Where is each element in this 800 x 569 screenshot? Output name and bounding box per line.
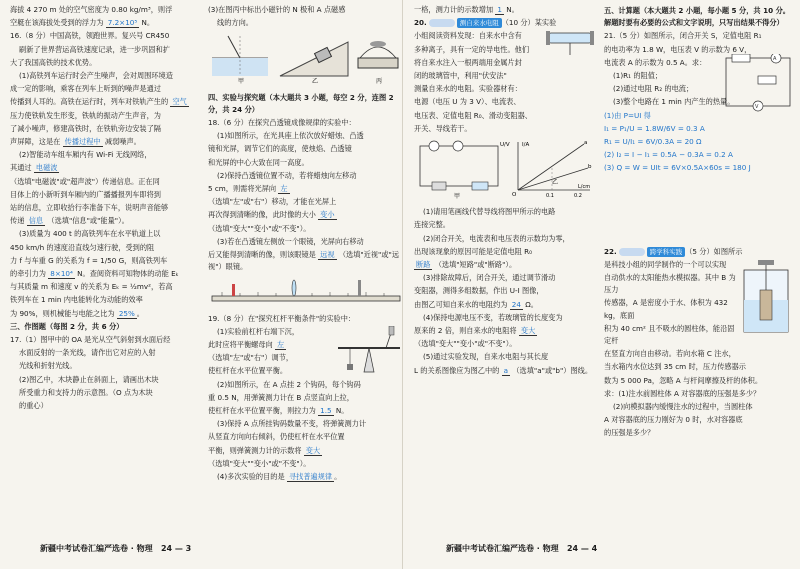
text-line: (4)多次实验的目的是	[217, 472, 285, 482]
text-line: 连接完整。	[414, 220, 450, 230]
page-number: 24 — 3	[160, 544, 192, 553]
unit: N。	[141, 18, 155, 28]
figure-jia	[212, 36, 268, 76]
text-line: (1)如图所示，在光具座上依次放好蜡烛、凸透	[217, 131, 364, 141]
text-line: 使杠杆在水平位置平衡。	[208, 366, 288, 376]
text-line: （5 分）如图所示	[685, 246, 743, 256]
footer-left	[40, 543, 191, 554]
text-line: 积为 40 cm² 且不吸水的圆柱体，能沿固定杆	[604, 323, 735, 346]
svg-text:A: A	[773, 56, 777, 63]
text-line: (2)闭合开关，电流表和电压表的示数均为零，	[423, 233, 570, 243]
question-18: 18.（6 分）在探究凸透镜成像规律的实验中：	[208, 118, 356, 128]
text-line: (3)质量为 400 t 的高铁列车在水平轨道上以	[19, 229, 161, 239]
text-line: (1)请用笔画线代替导线将图甲所示的电路	[423, 207, 556, 217]
text-line: 出现该现象的原因可能是定值电阻 R₀	[414, 246, 532, 256]
answer: 25%	[118, 308, 135, 318]
text-line: 电压表、定值电阻 R₀、滑动变阻器、	[414, 110, 532, 120]
text-line: 大了我国高铁的技术优势。	[10, 57, 97, 67]
text-line: L 的关系图像应为图乙中的	[414, 365, 500, 375]
text-line: (2)图乙中，木块静止在斜面上，请画出木块	[19, 374, 159, 384]
text-line: 多种离子，具有一定的导电性。他们	[414, 44, 530, 54]
answer: 1	[497, 5, 502, 14]
text-line: 自动供水的太阳能热水模拟器。其中 B 为压力	[604, 273, 736, 295]
text-line: 使杠杆在水平位置平衡，则拉力为	[208, 406, 316, 416]
q21-block	[604, 30, 794, 111]
text-line: 5 cm，则需将光屏向	[208, 184, 277, 194]
column-2	[208, 4, 404, 484]
answer: 传播过程中	[64, 137, 101, 147]
text-line: 。	[334, 472, 342, 482]
text-line: 将自来水注入一根两端用金属片封	[414, 57, 522, 67]
text-line: 所受重力和支持力的示意图。（O 点为木块	[19, 387, 153, 397]
answer: 变大	[305, 445, 321, 455]
answer: 变大	[520, 326, 536, 336]
text-line: 电源（电压 U 为 3 V）、电流表、	[414, 97, 521, 107]
topic-tag: 跨学科实践	[647, 247, 686, 257]
text-line: (3)若在凸透镜左侧放一个眼镜，光屏向右移动	[217, 236, 364, 246]
answer: 7.2×10⁵	[107, 18, 138, 28]
text-line: 一格，测力计的示数增加	[414, 5, 494, 14]
answer: 电磁波	[35, 163, 58, 173]
column-3	[414, 4, 596, 378]
text-line: 开关、导线若干。	[414, 123, 472, 133]
footer-right	[446, 543, 597, 554]
svg-text:V: V	[755, 104, 759, 111]
question-21: 21.（5 分）如图所示，闭合开关 S，定值电阻 R₁	[604, 31, 762, 41]
answer: 远视	[320, 250, 335, 260]
answer: 左	[277, 340, 285, 350]
answer: a	[503, 365, 509, 375]
topic-tag: 测自来水电阻	[457, 18, 502, 28]
text-line: （10 分）某实验	[501, 18, 557, 28]
text-line: 再次得到清晰的像，此时像的大小	[208, 210, 316, 220]
text-line: 数为 5 000 Pa，忽略 A 与杆间摩擦及杆的体积。	[604, 375, 763, 385]
text-line: (3)排除故障后，闭合开关，通过调节滑动	[423, 273, 556, 283]
text-line: 刷新了世界营运高铁速度记录，进一步巩固和扩	[19, 44, 170, 54]
figure-17	[208, 32, 404, 84]
solution-line: (3) Q = W = UIt = 6V×0.5A×60s = 180 J	[604, 163, 751, 173]
footer-title: 新疆中考试卷汇编严选卷 · 物理	[446, 544, 559, 553]
text-line: 减弱噪声。	[104, 137, 141, 147]
answer: 信息	[28, 216, 44, 226]
text-line: A 对容器底的压力刚好为 0 时，水对容器底	[604, 415, 743, 425]
text-line: Ω。	[525, 299, 538, 309]
text-line: 光线和折射光线。	[19, 361, 77, 371]
answer: 8×10⁴	[50, 269, 73, 279]
circuit-jia	[420, 141, 498, 190]
question-19: 19.（8 分）在"探究杠杆平衡条件"的实验中：	[208, 313, 356, 323]
text-line: 的电功率为 1.8 W，电压表 V 的示数为 6 V，	[604, 44, 752, 54]
fig-label-jia: 甲	[238, 78, 245, 85]
text-line: 在竖直方向自由移动。若向水箱 C 注水，	[604, 349, 736, 359]
fig-label-yi: 乙	[552, 179, 559, 187]
text-line: (2)通过电阻 R₂ 的电流；	[613, 84, 694, 94]
text-line: 了减小噪声，修建高铁时，在铁轨旁边安装了隔	[10, 123, 161, 133]
text-line: （选填"变大""变小"或"不变"）。	[208, 223, 311, 233]
tick-label: 0.1	[546, 193, 554, 200]
text-line: 压力使铁轨发生形变，铁轨的振动产生声音，为	[10, 110, 161, 120]
text-line: 其通过	[10, 163, 32, 173]
axis-label: U/V	[500, 142, 510, 149]
text-line: N。	[335, 406, 349, 416]
text-line: (1)R₁ 的阻值；	[613, 71, 663, 81]
text-line: 后又能得到清晰的像，则该眼镜是	[208, 250, 316, 260]
text-line: 声屏障，这是在	[10, 137, 61, 147]
solution-line: (2) I₂ = I − I₁ = 0.5A − 0.3A = 0.2 A	[604, 150, 733, 160]
water-heater-figure	[738, 260, 794, 338]
question-17: 17.（1）图甲中的 OA 是光从空气斜射到水面后经	[10, 335, 171, 345]
text-line: 和光屏的中心大致在同一高度。	[208, 157, 309, 167]
text-line: 传递	[10, 216, 25, 226]
text-line: （选填"a"或"b"）图线。	[512, 365, 593, 375]
fig-label-jia: 甲	[454, 193, 461, 201]
text-line: 平衡，则弹簧测力计的示数将	[208, 445, 302, 455]
section-heading: 五、计算题（本大题共 2 小题，每小题 5 分，共 10 分。解题时要有必要的公式和文字说明，只写出结果不得分）	[604, 6, 790, 28]
column-4	[604, 4, 794, 441]
text-line: (1)实验前杠杆右端下沉，	[217, 326, 300, 336]
axis-label: L/cm	[578, 184, 591, 191]
solution-space	[604, 176, 794, 246]
solution-line: R₁ = U/I₁ = 6V/0.3A = 20 Ω	[604, 137, 702, 147]
text-line: 海拔 4 270 m 处的空气密度为 0.80 kg/m³，则浮	[10, 5, 173, 14]
axis-label: I/A	[522, 142, 530, 149]
text-line: (2)保持凸透镜位置不动，若将蜡烛向左移动	[217, 170, 357, 180]
text-line: (1)高铁列车运行时会产生噪声，会对周围环境造	[19, 71, 173, 81]
answer: 寻找普遍规律	[288, 472, 333, 482]
text-line: 铁列车在 1 min 内电能转化为动能的效率	[10, 295, 143, 305]
answer: 断路	[416, 260, 431, 270]
tick-label: 0.2	[574, 193, 582, 200]
lever-figure	[334, 326, 404, 378]
line-label-a: a	[584, 140, 588, 147]
text-line: 测量自来水的电阻。实验器材有：	[414, 84, 522, 94]
text-line: （选填"信息"或"能量"）。	[47, 216, 129, 226]
answer: 24	[511, 299, 521, 309]
text-line: 重 0.5 N，用弹簧测力计在 B 点竖直向上拉，	[208, 392, 354, 402]
text-line: 是科技小组的同学制作的一个可以实现	[604, 259, 727, 269]
text-line: N。查阅资料可知物体的动能 Eₖ	[77, 269, 179, 279]
text-line: (4)保持电源电压不变，若玻璃管的长度变为	[423, 312, 563, 322]
origin-label: O	[512, 192, 517, 199]
q20-block	[414, 17, 596, 69]
water-tube-figure	[544, 19, 596, 59]
q22-block	[604, 246, 794, 440]
text-line: 此时应将平衡螺母向	[208, 340, 273, 350]
page-number: 24 — 4	[566, 544, 598, 553]
answer: 左	[280, 184, 288, 194]
text-line: 空艇在该海拔处受到的浮力为	[10, 18, 104, 28]
text-line: （选填"左"或"右"）调节，	[208, 353, 294, 363]
section-heading: 四、实验与探究题（本大题共 3 小题，每空 2 分，连图 2 分，共 24 分）	[208, 92, 394, 114]
lever-block	[208, 326, 404, 378]
text-line: 。	[136, 308, 144, 318]
text-line: （选填"近视"或"远视"）眼镜。	[208, 250, 400, 272]
answer: 空气	[172, 97, 187, 107]
footer-title: 新疆中考试卷汇编严选卷 · 物理	[40, 544, 153, 553]
question-20: 20.	[414, 18, 427, 28]
fig-label-yi: 乙	[312, 78, 319, 85]
text-line: 变阻器，测得多组数据，作出 U-I 图像，	[414, 286, 544, 296]
question-16: 16.（8 分）中国高铁，领跑世界。复兴号 CR450	[10, 31, 170, 41]
text-line: 水面反射的一条光线，请作出它对应的入射	[19, 348, 156, 358]
text-line: (5)通过实验发现，自来水电阻与其长度	[423, 352, 549, 362]
text-line: 与其质量 m 和速度 v 的关系为 Eₖ = ½mv²，若高	[10, 282, 173, 292]
column-1	[10, 4, 200, 413]
figure-20	[414, 138, 596, 200]
text-line: (3)整个电路在 1 min 内产生的热量。	[613, 97, 735, 107]
text-line: 的牵引力为	[10, 269, 46, 279]
question-22: 22.	[604, 246, 617, 256]
unit: N。	[506, 5, 519, 14]
text-line: 电流表 A 的示数为 0.5 A。求：	[604, 57, 707, 67]
text-line: 站的信息，立即收拾行李准备下车，说明声音能够	[10, 203, 169, 213]
text-line: 450 km/h 的速度沿直线匀速行驶，受到的阻	[10, 242, 155, 252]
text-line: 传感器，A 是密度小于水、体积为 432 kg，底面	[604, 298, 728, 320]
text-line: 的重心）	[19, 401, 48, 411]
text-line: 为 90%，则机械能与电能之比为	[10, 308, 115, 318]
text-line: (3)在图丙中标出小磁针的 N 极和 A 点磁感	[208, 5, 346, 14]
text-line: 小组阅读资料发现：自来水中含有	[414, 31, 522, 41]
text-line: （选填"左"或"右"）移动，才能在光屏上	[208, 197, 337, 207]
fig-label-bing: 丙	[376, 78, 383, 85]
text-line: 当水箱内水位达到 35 cm 时，压力传感器示	[604, 362, 746, 372]
badge-icon	[619, 248, 645, 256]
text-line: 的压强是多少？	[604, 428, 655, 438]
text-line: 由图乙可知自来水的电阻约为	[414, 299, 508, 309]
circuit-21-figure	[722, 54, 794, 112]
text-line: (2)智能动车组车厢内有 Wi-Fi 无线网络，	[19, 150, 152, 160]
text-line: 目体上的小新听到车厢内的广播播报列车即将到	[10, 189, 161, 199]
solution-line: I₁ = P₁/U = 1.8W/6V = 0.3 A	[604, 123, 705, 133]
text-line: 成一定的影响，乘客在列车上听到的噪声是通过	[10, 84, 161, 94]
text-line: 闭的玻璃管中，利用"伏安法"	[414, 71, 507, 81]
text-line: （选填"变大""变小"或"不变"）。	[414, 339, 517, 349]
text-line: 镜和光屏，调节它们的高度，使烛焰、凸透镜	[208, 144, 352, 154]
figure-yi	[280, 42, 348, 76]
solution-line: (1)由 P=UI 得	[604, 110, 651, 120]
optical-bench-figure	[208, 276, 404, 306]
text-line: (3)保持 A 点所挂钩码数量不变，将弹簧测力计	[217, 419, 367, 429]
text-line: 线的方向。	[217, 18, 253, 28]
text-line: 力 f 与车重 G 的关系为 f = 1/50 G，则高铁列车	[10, 255, 168, 265]
text-line: 原来的 2 倍，则自来水的电阻将	[414, 326, 517, 336]
text-line: 从竖直方向向右倾斜，仍使杠杆在水平位置	[208, 432, 345, 442]
text-line: 传播到人耳的。高铁在运行时，列车对铁轨产生的	[10, 97, 169, 107]
text-line: （选填"电磁波"或"超声波"）传递信息。正在同	[10, 176, 160, 186]
answer: 1.5	[320, 406, 332, 416]
badge-icon	[429, 19, 455, 27]
figure-bing	[358, 41, 398, 68]
line-a	[518, 144, 584, 190]
text-line: （选填"短路"或"断路"）。	[434, 260, 517, 270]
answer: 变小	[320, 210, 335, 220]
text-line: (2)向模拟器内缓慢注水的过程中，当圆柱体	[613, 402, 753, 412]
line-label-b: b	[588, 164, 592, 171]
text-line: (2)如图所示，在 A 点挂 2 个钩码，每个钩码	[217, 379, 361, 389]
text-line: （选填"变大""变小"或"不变"）。	[208, 458, 311, 468]
text-line: 求：(1)注水前圆柱体 A 对容器底的压强是多少？	[604, 388, 761, 398]
section-heading: 三、作图题（每图 2 分，共 6 分）	[10, 321, 124, 331]
